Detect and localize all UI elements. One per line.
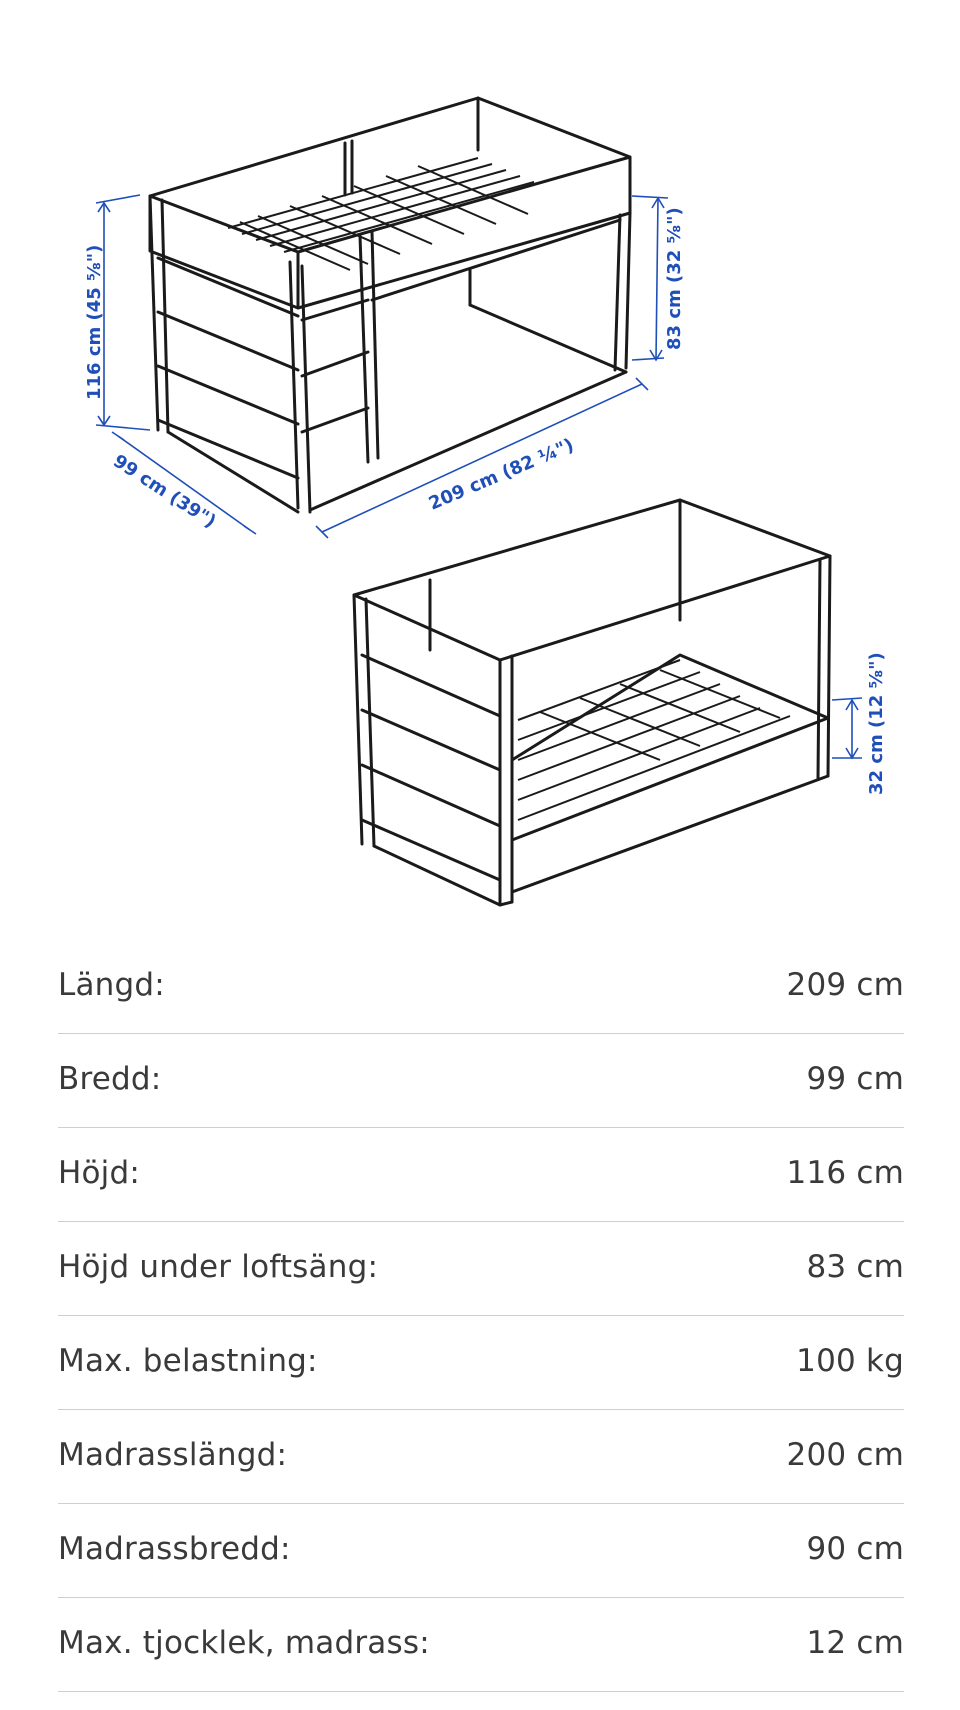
spec-label: Höjd: xyxy=(58,1154,141,1191)
spec-row-height-under-loft xyxy=(58,1222,904,1316)
spec-value: 100 kg xyxy=(796,1342,904,1379)
spec-value: 200 cm xyxy=(786,1436,904,1473)
dimension-height-under: 83 cm (32 ⅝") xyxy=(664,207,685,350)
spec-row-max-load xyxy=(58,1316,904,1410)
spec-value: 209 cm xyxy=(786,966,904,1003)
spec-label: Längd: xyxy=(58,966,165,1003)
spec-value: 90 cm xyxy=(806,1530,904,1567)
spec-label: Max. tjocklek, madrass: xyxy=(58,1624,430,1661)
spec-row-length xyxy=(58,940,904,1034)
spec-value: 12 cm xyxy=(806,1624,904,1661)
spec-value: 99 cm xyxy=(806,1060,904,1097)
spec-row-mattress-width xyxy=(58,1504,904,1598)
dimension-length: 209 cm (82 ¼") xyxy=(425,434,577,515)
spec-row-width xyxy=(58,1034,904,1128)
spec-row-height xyxy=(58,1128,904,1222)
spec-label: Höjd under loftsäng: xyxy=(58,1248,379,1285)
spec-table xyxy=(58,940,904,1692)
spec-row-mattress-length xyxy=(58,1410,904,1504)
dimension-height-total: 116 cm (45 ⅝") xyxy=(84,244,105,400)
spec-value: 116 cm xyxy=(786,1154,904,1191)
spec-label: Max. belastning: xyxy=(58,1342,318,1379)
spec-label: Madrasslängd: xyxy=(58,1436,288,1473)
dimension-height-low-bed: 32 cm (12 ⅝") xyxy=(866,652,887,795)
spec-label: Madrassbredd: xyxy=(58,1530,291,1567)
spec-row-mattress-thickness xyxy=(58,1598,904,1692)
spec-label: Bredd: xyxy=(58,1060,162,1097)
spec-value: 83 cm xyxy=(806,1248,904,1285)
dimension-width: 99 cm (39") xyxy=(109,450,220,533)
